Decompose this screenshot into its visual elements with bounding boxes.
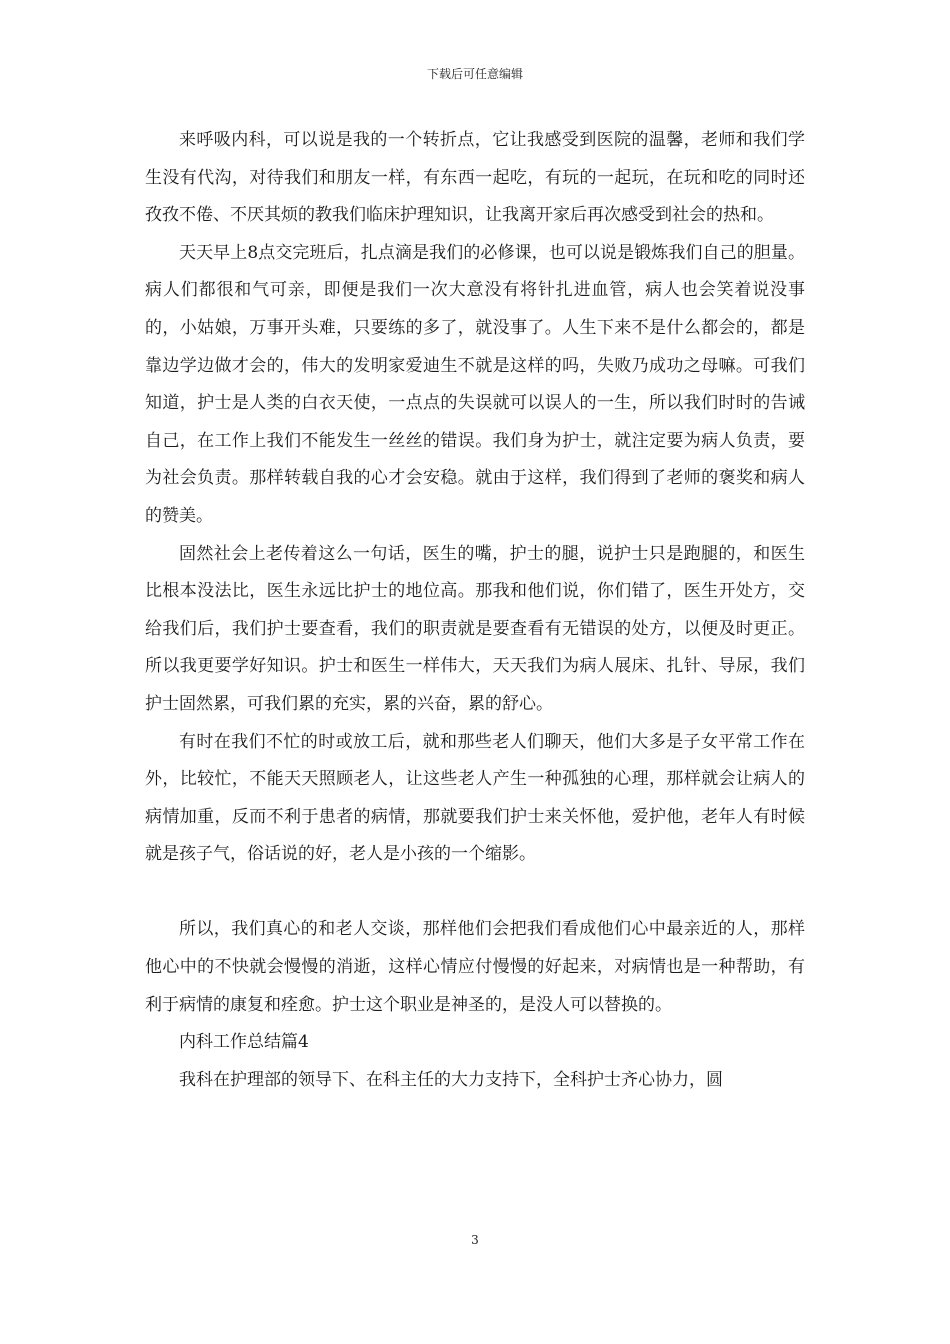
- paragraph-1: 来呼吸内科，可以说是我的一个转折点，它让我感受到医院的温馨，老师和我们学生没有代沟，对待我们和朋友一样，有东西一起吃，有玩的一起玩，在玩和吃的同时还孜孜不倦、不厌其烦的教我们临床护理知识，让我离开家后再次感受到社会的热和。: [145, 130, 805, 226]
- page-number: 3: [471, 1233, 479, 1247]
- paragraph-4: 有时在我们不忙的时或放工后，就和那些老人们聊天，他们大多是子女平常工作在外，比较忙，不能天天照顾老人，让这些老人产生一种孤独的心理，那样就会让病人的病情加重，反而不利于患者的病情，那就要我们护士来关怀他，爱护他，老年人有时候就是孩子气，俗话说的好，老人是小孩的一个缩影。: [145, 731, 805, 865]
- paragraph-5: 所以，我们真心的和老人交谈，那样他们会把我们看成他们心中最亲近的人，那样他心中的不快就会慢慢的消逝，这样心情应付慢慢的好起来，对病情也是一种帮助，有利于病情的康复和痊愈。护士这个职业是神圣的，是没人可以替换的。: [145, 919, 805, 1015]
- paragraph-6: 我科在护理部的领导下、在科主任的大力支持下，全科护士齐心协力，圆: [179, 1069, 723, 1090]
- document-body: [145, 122, 805, 1099]
- header-note: 下载后可任意编辑: [426, 67, 523, 81]
- paragraph-2: 天天早上8点交完班后，扎点滴是我们的必修课，也可以说是锻炼我们自己的胆量。病人们都很和气可亲，即便是我们一次大意没有将针扎进血管，病人也会笑着说没事的，小姑娘，万事开头难，只要练的多了，就没事了。人生下来不是什么都会的，都是靠边学边做才会的，伟大的发明家爱迪生不就是这样的吗，失败乃成功之母嘛。可我们知道，护士是人类的白衣天使，一点点的失误就可以误人的一生，所以我们时时的告诫自己，在工作上我们不能发生一丝丝的错误。我们身为护士，就注定要为病人负责，要为社会负责。那样转载自我的心才会安稳。就由于这样，我们得到了老师的褒奖和病人的赞美。: [145, 242, 805, 526]
- paragraph-3: 固然社会上老传着这么一句话，医生的嘴，护士的腿，说护士只是跑腿的，和医生比根本没法比，医生永远比护士的地位高。那我和他们说，你们错了，医生开处方，交给我们后，我们护士要查看，我们的职责就是要查看有无错误的处方，以便及时更正。所以我更要学好知识。护士和医生一样伟大，天天我们为病人展床、扎针、导尿，我们护士固然累，可我们累的充实，累的兴奋，累的舒心。: [145, 543, 805, 714]
- section-heading: 内科工作总结篇4: [179, 1032, 309, 1053]
